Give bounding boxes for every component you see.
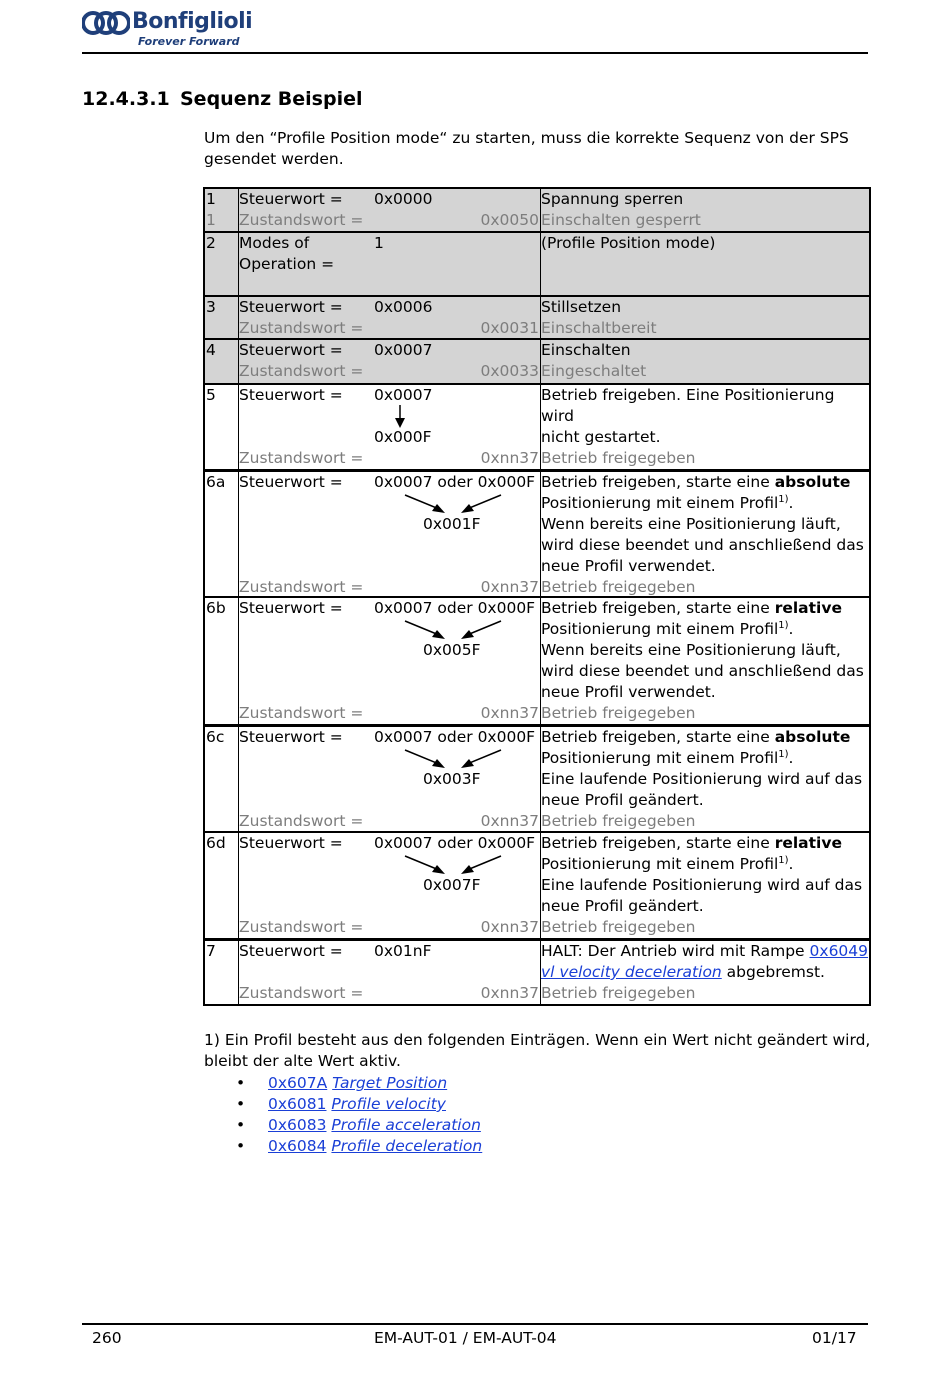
- control-value: 0x0007: [374, 341, 433, 359]
- control-label: Steuerwort =: [239, 298, 343, 316]
- table-row-7: [205, 941, 869, 1004]
- status-description: Einschaltbereit: [541, 319, 657, 337]
- table-row-6a: [205, 472, 869, 598]
- step-number: 2: [206, 234, 216, 252]
- step-number: 6c: [206, 728, 225, 746]
- bullet-icon: •: [236, 1095, 246, 1113]
- mode-value: 1: [374, 234, 384, 252]
- table-row-5: [205, 385, 869, 472]
- step-description: Betrieb freigeben, starte eine relative Positionierung mit einem Profil$^{1)}$. Wenn bereits eine Positionierung läuft, wird diese beendet und anschließend das neue Profil verwendet.: [541, 599, 864, 701]
- param-link-0x6049[interactable]: 0x6049: [809, 942, 869, 960]
- list-item: [232, 1094, 482, 1115]
- arrow-down-icon: [394, 405, 406, 429]
- control-label: Steuerwort =: [239, 341, 343, 359]
- status-label: Zustandswort =: [239, 984, 364, 1002]
- table-row-6c: [205, 727, 869, 833]
- control-label: Steuerwort =: [239, 942, 343, 960]
- param-name-link[interactable]: Profile deceleration: [331, 1137, 483, 1155]
- footnote-ref: 1): [778, 854, 789, 866]
- footnote-text: 1) Ein Profil besteht aus den folgenden Einträgen. Wenn ein Wert nicht geändert wird, bleibt der alte Wert aktiv.: [204, 1031, 871, 1070]
- footnote-ref: 1): [778, 748, 789, 760]
- brand-tagline: Forever Forward: [138, 35, 240, 48]
- step-number: 4: [206, 341, 216, 359]
- control-value: 0x0007: [374, 386, 433, 404]
- param-link[interactable]: 0x607A: [268, 1074, 328, 1092]
- status-value: 0xnn37: [480, 918, 539, 936]
- step-number: 5: [206, 386, 216, 404]
- status-description: Eingeschaltet: [541, 362, 647, 380]
- merge-arrows-icon: [401, 748, 505, 770]
- table-row-4: [205, 340, 869, 385]
- status-value: 0x0031: [480, 319, 539, 337]
- status-label: Zustandswort =: [239, 319, 364, 337]
- status-value: 0x0050: [480, 211, 539, 229]
- param-name-link[interactable]: Profile velocity: [331, 1095, 446, 1113]
- control-value-target: 0x005F: [423, 641, 481, 659]
- brand-logo: [82, 8, 257, 48]
- control-label: Steuerwort =: [239, 834, 343, 852]
- bullet-icon: •: [236, 1074, 246, 1092]
- step-description: Spannung sperren: [541, 190, 684, 208]
- control-value: 0x0007 oder 0x000F: [374, 728, 536, 746]
- control-value-target: 0x007F: [423, 876, 481, 894]
- control-value: 0x0007 oder 0x000F: [374, 834, 536, 852]
- control-value: 0x0000: [374, 190, 433, 208]
- document-id: EM-AUT-01 / EM-AUT-04: [374, 1329, 557, 1347]
- param-link-vl-velocity-deceleration[interactable]: vl velocity deceleration: [541, 963, 722, 981]
- control-label: Steuerwort =: [239, 386, 343, 404]
- step-description: Einschalten: [541, 341, 631, 359]
- status-label: Zustandswort =: [239, 449, 364, 467]
- param-link[interactable]: 0x6084: [268, 1137, 327, 1155]
- status-label: Zustandswort =: [239, 812, 364, 830]
- status-description: Betrieb freigegeben: [541, 578, 696, 596]
- merge-arrows-icon: [401, 493, 505, 515]
- section-number: 12.4.3.1: [82, 88, 170, 110]
- sequence-table: [203, 187, 871, 1006]
- status-description: Betrieb freigegeben: [541, 812, 696, 830]
- status-value: 0xnn37: [480, 704, 539, 722]
- page-number: 260: [92, 1329, 122, 1347]
- control-value-target: 0x003F: [423, 770, 481, 788]
- mode-label-line1: Modes of: [239, 234, 310, 252]
- status-value: 0xnn37: [480, 578, 539, 596]
- step-number: 1: [206, 190, 216, 208]
- merge-arrows-icon: [401, 619, 505, 641]
- bullet-icon: •: [236, 1116, 246, 1134]
- status-label: Zustandswort =: [239, 211, 364, 229]
- step-description: Betrieb freigeben, starte eine relative Positionierung mit einem Profil$^{1)}$. Eine laufende Positionierung wird auf das neue Profil geändert.: [541, 834, 863, 915]
- footer-rule: [82, 1323, 868, 1325]
- status-description: Betrieb freigegeben: [541, 918, 696, 936]
- merge-arrows-icon: [401, 854, 505, 876]
- step-description: Betrieb freigeben, starte eine absolute Positionierung mit einem Profil$^{1)}$. Wenn bereits eine Positionierung läuft, wird diese beendet und anschließend das neue Profil verwendet.: [541, 473, 864, 575]
- control-value: 0x0007 oder 0x000F: [374, 599, 536, 617]
- bonfiglioli-logo-icon: [82, 10, 130, 36]
- control-label: Steuerwort =: [239, 599, 343, 617]
- footnote-ref: 1): [778, 619, 789, 631]
- header-rule: [82, 52, 868, 54]
- list-item: [232, 1073, 482, 1094]
- intro-paragraph: Um den “Profile Position mode“ zu starten, muss die korrekte Sequenz von der SPS gesendet werden.: [204, 129, 849, 168]
- status-label: Zustandswort =: [239, 578, 364, 596]
- profile-entries-list: [232, 1073, 482, 1157]
- step-number: 6a: [206, 473, 226, 491]
- status-step-number: 1: [206, 211, 216, 229]
- param-name-link[interactable]: Target Position: [332, 1074, 448, 1092]
- control-label: Steuerwort =: [239, 473, 343, 491]
- section-title: Sequenz Beispiel: [180, 88, 363, 110]
- status-value: 0x0033: [480, 362, 539, 380]
- status-description: Betrieb freigegeben: [541, 984, 696, 1002]
- control-value-target: 0x000F: [374, 428, 432, 446]
- param-link[interactable]: 0x6083: [268, 1116, 327, 1134]
- table-row-3: [205, 297, 869, 340]
- table-row-6d: [205, 833, 869, 941]
- param-name-link[interactable]: Profile acceleration: [331, 1116, 481, 1134]
- table-row-6b: [205, 598, 869, 727]
- step-description: (Profile Position mode): [541, 234, 716, 252]
- status-label: Zustandswort =: [239, 362, 364, 380]
- step-number: 6b: [206, 599, 226, 617]
- control-value-target: 0x001F: [423, 515, 481, 533]
- param-link[interactable]: 0x6081: [268, 1095, 327, 1113]
- control-value: 0x01nF: [374, 942, 432, 960]
- status-value: 0xnn37: [480, 449, 539, 467]
- step-number: 7: [206, 942, 216, 960]
- step-description: Stillsetzen: [541, 298, 622, 316]
- control-value: 0x0007 oder 0x000F: [374, 473, 536, 491]
- document-date: 01/17: [812, 1329, 857, 1347]
- status-description: Betrieb freigegeben: [541, 449, 696, 467]
- status-description: Betrieb freigegeben: [541, 704, 696, 722]
- list-item: [232, 1136, 482, 1157]
- table-row-1: [205, 189, 869, 233]
- step-description: Betrieb freigeben. Eine Positionierung wird nicht gestartet.: [541, 386, 835, 446]
- step-number: 3: [206, 298, 216, 316]
- status-description: Einschalten gesperrt: [541, 211, 701, 229]
- brand-name: Bonfiglioli: [132, 9, 253, 34]
- status-label: Zustandswort =: [239, 704, 364, 722]
- control-label: Steuerwort =: [239, 728, 343, 746]
- mode-label-line2: Operation =: [239, 255, 335, 273]
- section-heading: [82, 88, 363, 110]
- step-number: 6d: [206, 834, 226, 852]
- table-row-2: [205, 233, 869, 297]
- bullet-icon: •: [236, 1137, 246, 1155]
- control-label: Steuerwort =: [239, 190, 343, 208]
- footnote-ref: 1): [778, 493, 789, 505]
- step-description: HALT: Der Antrieb wird mit Rampe 0x6049 vl velocity deceleration abgebremst.: [541, 942, 869, 981]
- step-description: Betrieb freigeben, starte eine absolute Positionierung mit einem Profil$^{1)}$. Eine laufende Positionierung wird auf das neue Profil geändert.: [541, 728, 863, 809]
- status-value: 0xnn37: [480, 812, 539, 830]
- control-value: 0x0006: [374, 298, 433, 316]
- list-item: [232, 1115, 482, 1136]
- status-value: 0xnn37: [480, 984, 539, 1002]
- status-label: Zustandswort =: [239, 918, 364, 936]
